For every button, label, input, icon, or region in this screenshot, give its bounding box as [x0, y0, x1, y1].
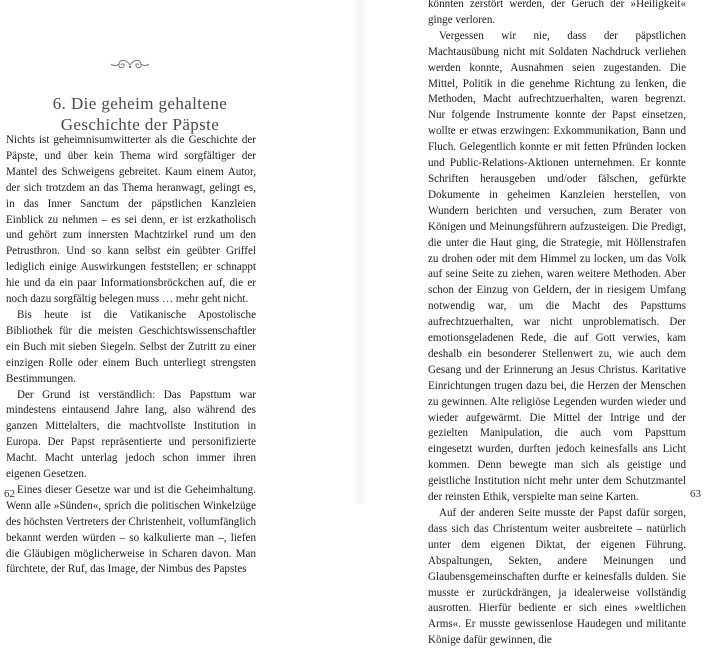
left-page [0, 0, 360, 576]
paragraph: Auf der anderen Seite musste der Papst dafür sorgen, dass sich das Christentum weiter ausbreitete – natürlich unter dem eigenen Diktat, der eigenen Führung. Abspaltungen, Sekten, andere Meinungen und Glaubensgemeinschaften durfte er keinesfalls dulden. Sie musste er zurückdrängen, ja idealerweise vollständig ausrotten. Hierfür bediente er sich eines »weltlichen Arms«. Er musste gewissenlose Haudegen und militante Könige dafür gewinnen, die [428, 507, 686, 647]
page-number-left: 62 [4, 488, 15, 500]
chapter-number: 6. [52, 94, 67, 114]
left-body-text [6, 133, 256, 578]
book-gutter [352, 0, 368, 504]
paragraph: Vergessen wir nie, dass der päpstlichen Machtausübung nicht mit Soldaten Nachdruck verliehen werden konnte, Ausnahmen seien zugestanden. Die Mittel, Politik in die genehme Richtung zu lenken, die Methoden, Macht aufrechtzuerhalten, waren begrenzt. Nur folgende Instrumente konnte der Papst einsetzen, wollte er etwas erzwingen: Exkommunikation, Bann und Fluch. Gelegentlich konnte er mit fetten Pfründen locken und Public-Relations-Aktionen unternehmen. Er konnte Schriften herausgeben und/oder fälschen, gefürkte Dokumente in geheimen Kanzleien herstellen, von Wundern berichten und versuchen, zum Berater von Königen und Meinungsführern aufzusteigen. Die Predigt, die unter die Haut ging, die Strategie, mit Höllenstrafen zu drohen oder mit dem Himmel zu locken, um das Volk auf seine Seite zu ziehen, waren weitere Methoden. Aber schon der Einzug von Geldern, der in riesigem Umfang notwendig war, um die Macht des Papsttums aufrechtzuerhalten, war nicht unproblematisch. Der emotionsgeladenen Rede, die auf Gott verwies, kam deshalb ein besonderer Stellenwert zu, wie auch dem Gesang und der Erinnerung an Jesus Christus. Karitative Einrichtungen trugen dazu bei, die Herzen der Menschen zu gewinnen. Alte religiöse Legenden wurden wieder und wieder aufgewärmt. Die Mittel der Intrige und der gezielten Manipulation, die auch vom Papsttum eingesetzt wurden, durften jedoch keinesfalls ans Licht kommen. Denn bewegte man sich als geistige und geistliche Institution nicht mehr unter dem Schutzmantel der reinsten Ethik, verspielte man seine Karten. [428, 29, 686, 504]
chapter-title [22, 93, 258, 135]
paragraph: Bis heute ist die Vatikanische Apostolische Bibliothek für die meisten Geschichtswissenschaftler ein Buch mit sieben Siegeln. Selbst der Zutritt zu einer einzigen Rolle oder einem Buch unterliegt strengsten Bestimmungen. [6, 308, 256, 385]
chapter-title-line-2: Geschichte der Päpste [60, 115, 220, 135]
paragraph: Eines dieser Gesetze war und ist die Geheimhaltung. Wenn alle »Sünden«, sprich die politischen Winkelzüge des höchsten Vertreters der Christenheit, vollumfänglich bekannt werden würden – so kalkulierte man –, liefen die Gläubigen möglicherweise in Scharen davon. Man fürchtete, der Ruf, das Image, der Nimbus des Papstes [6, 483, 256, 576]
page-number-right: 63 [690, 488, 701, 500]
paragraph: Nichts ist geheimnisumwitterter als die Geschichte der Päpste, und über kein Thema wird sorgfältiger der Mantel des Schweigens gebreitet. Kaum einem Autor, der sich trotzdem an das Thema heranwagt, gelingt es, in das Inner Sanctum der päpstlichen Kanzleien Einblick zu nehmen – es sei denn, er ist erzkatholisch und gehört zum innersten Machtzirkel rund um den Petrusthron. Und so kann selbst ein geübter Griffel lediglich einige Auswirkungen feststellen; er schnappt hie und da ein paar Informationsbröckchen auf, die er noch dazu sorgfältig belegen muss … mehr geht nicht. [6, 134, 256, 306]
right-body-text [428, 0, 686, 649]
right-page [360, 0, 720, 647]
flourish-ornament-icon [110, 58, 150, 72]
paragraph: könnten zerstört werden, der Geruch der »Heiligkeit« ginge verloren. [428, 0, 686, 26]
chapter-title-line-1 [22, 93, 258, 114]
paragraph: Der Grund ist verständlich: Das Papsttum war mindestens eintausend Jahre lang, also während des ganzen Mittelalters, die machtvollste Institution in Europa. Der Papst repräsentierte und personifizierte Macht. Macht unterlag jedoch schon immer ihren eigenen Gesetzen. [6, 388, 256, 481]
chapter-title-text-1: Die geheim gehaltene [71, 94, 228, 114]
